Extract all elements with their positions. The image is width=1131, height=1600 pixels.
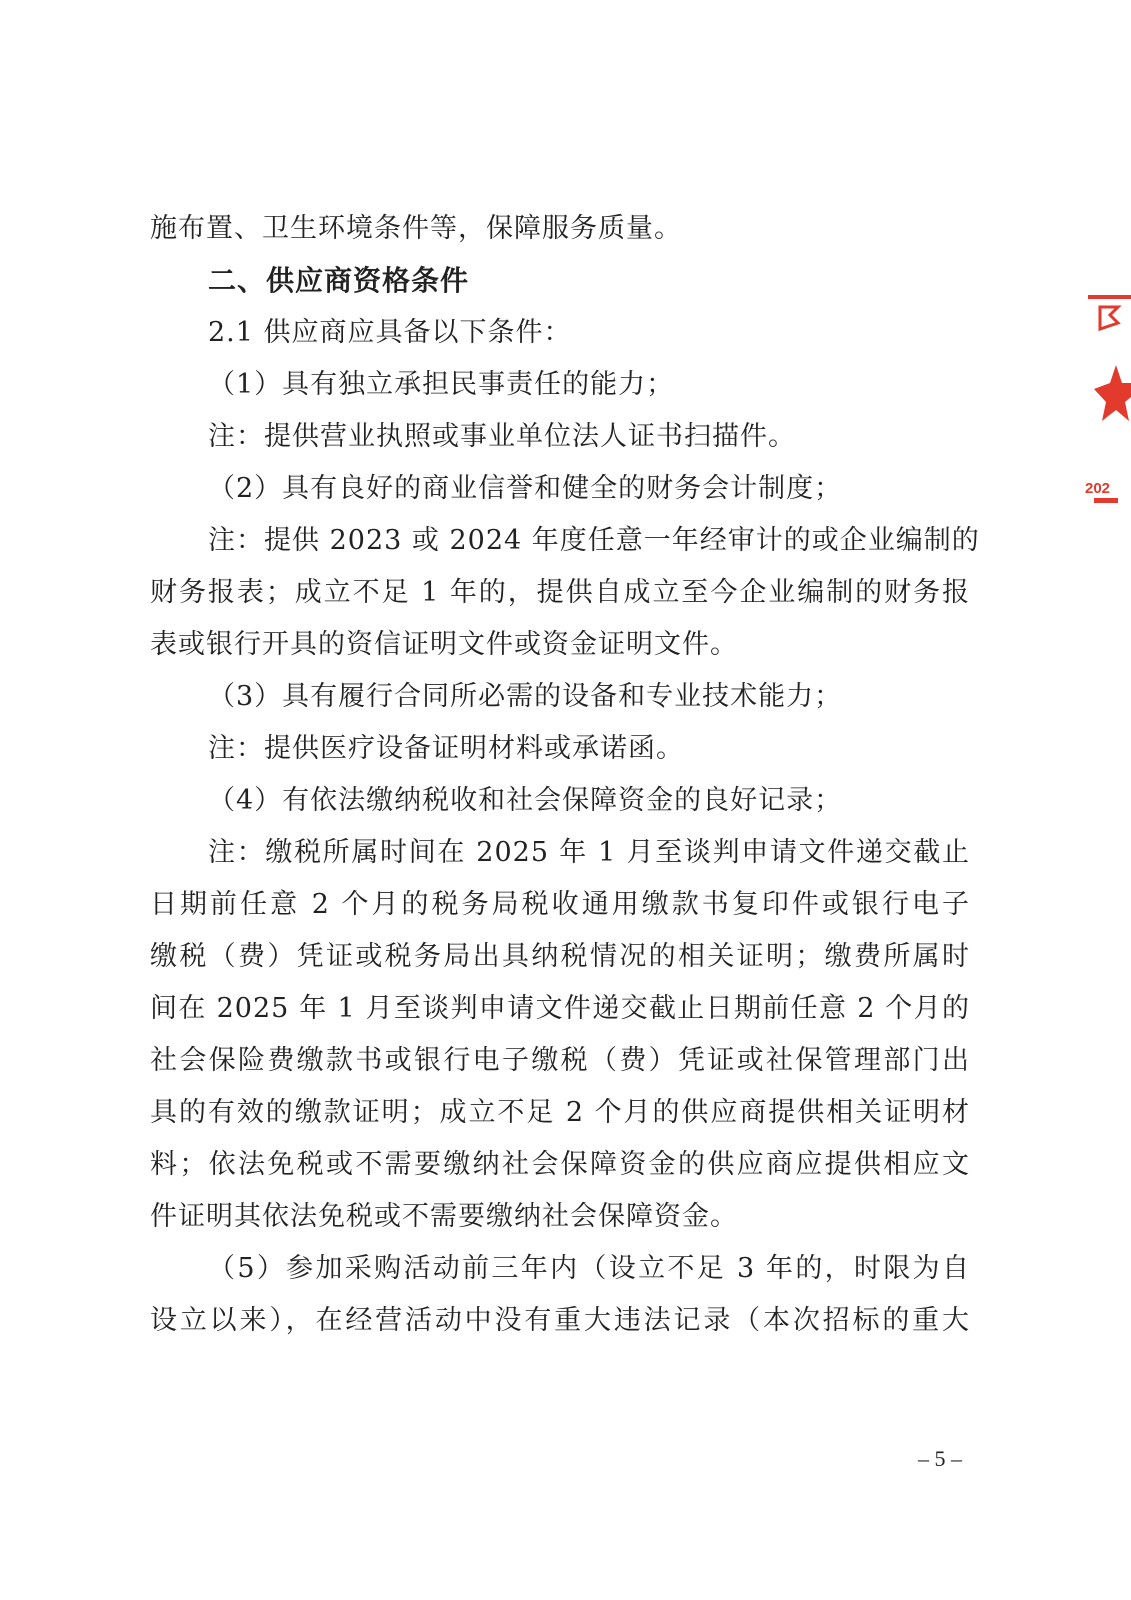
seal-text: 202 [1085, 480, 1111, 497]
note-line: 财务报表；成立不足 1 年的，提供自成立至今企业编制的财务报 [150, 577, 970, 608]
page-number: – 5 – [918, 1446, 962, 1471]
list-item: （1）具有独立承担民事责任的能力； [208, 369, 675, 400]
note-line: 注：缴税所属时间在 2025 年 1 月至谈判申请文件递交截止 [208, 837, 970, 868]
note-line: 日期前任意 2 个月的税务局税收通用缴款书复印件或银行电子 [150, 889, 970, 920]
note-line: 注：提供医疗设备证明材料或承诺函。 [208, 733, 684, 764]
note-line: 具的有效的缴款证明；成立不足 2 个月的供应商提供相关证明材 [150, 1097, 970, 1128]
note-line: 表或银行开具的资信证明文件或资金证明文件。 [150, 629, 738, 660]
note-line: 社会保险费缴款书或银行电子缴税（费）凭证或社保管理部门出 [150, 1045, 970, 1076]
note-line: 料；依法免税或不需要缴纳社会保障资金的供应商应提供相应文 [150, 1149, 970, 1180]
note-line: 注：提供营业执照或事业单位法人证书扫描件。 [208, 421, 796, 452]
paragraph-line: 施布置、卫生环境条件等，保障服务质量。 [150, 213, 682, 244]
paragraph-line: 设立以来），在经营活动中没有重大违法记录（本次招标的重大 [150, 1305, 970, 1336]
section-heading: 二、供应商资格条件 [208, 264, 470, 297]
list-item: （4）有依法缴纳税收和社会保障资金的良好记录； [208, 785, 843, 816]
document-body [150, 203, 980, 1347]
note-line: 缴税（费）凭证或税务局出具纳税情况的相关证明；缴费所属时 [150, 941, 970, 972]
note-line: 间在 2025 年 1 月至谈判申请文件递交截止日期前任意 2 个月的 [150, 993, 970, 1024]
red-seal-fragment [1082, 285, 1131, 515]
paragraph-line: 2.1 供应商应具备以下条件： [208, 317, 572, 348]
note-line: 注：提供 2023 或 2024 年度任意一年经审计的或企业编制的 [208, 525, 980, 556]
note-line: 件证明其依法免税或不需要缴纳社会保障资金。 [150, 1201, 738, 1232]
list-item: （3）具有履行合同所必需的设备和专业技术能力； [208, 681, 843, 712]
list-item: （2）具有良好的商业信誉和健全的财务会计制度； [208, 473, 843, 504]
list-item: （5）参加采购活动前三年内（设立不足 3 年的，时限为自 [208, 1253, 970, 1284]
